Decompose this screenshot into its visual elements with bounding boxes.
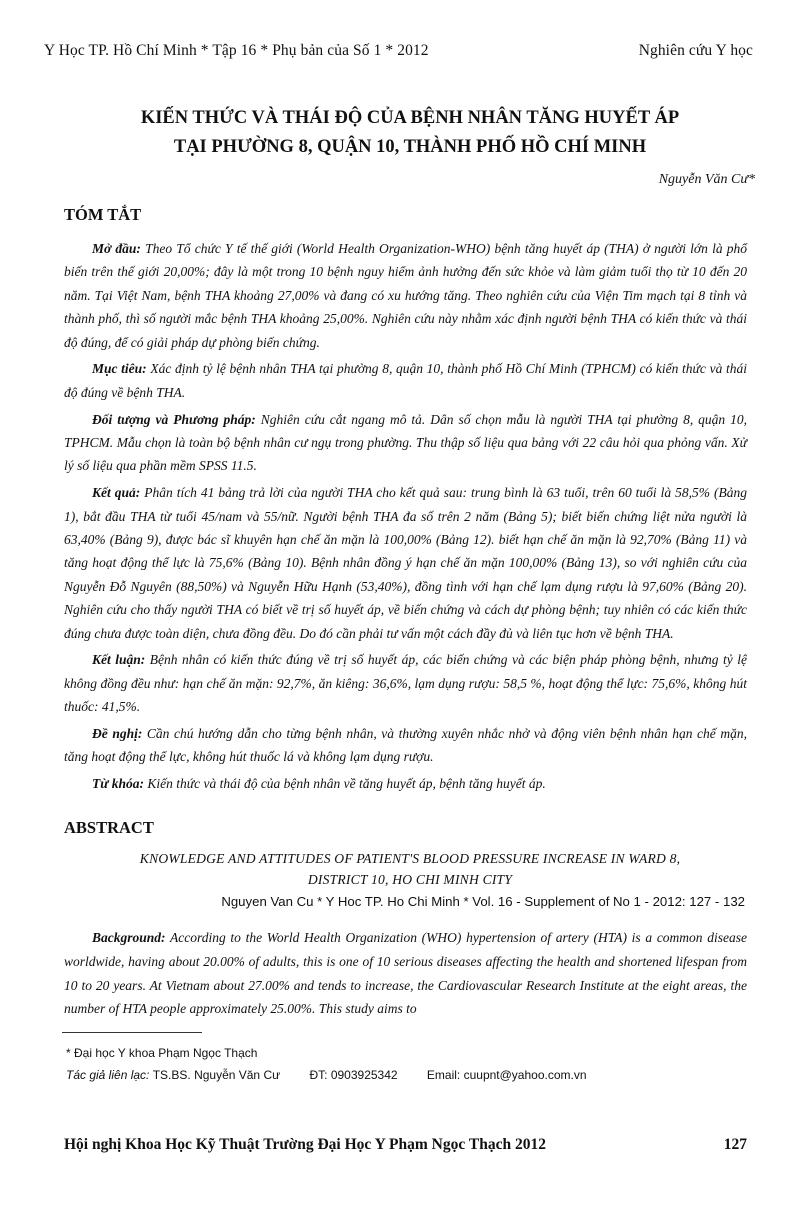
running-header-journal: Y Học TP. Hồ Chí Minh * Tập 16 * Phụ bản của Số 1 * 2012 [44, 42, 429, 59]
paragraph-label: Background: [92, 930, 166, 945]
paragraph-text: Kiến thức và thái độ của bệnh nhân về tăng huyết áp, bệnh tăng huyết áp. [143, 776, 546, 792]
abstract-body [64, 926, 747, 1021]
abstract-title-line-2: DISTRICT 10, HO CHI MINH CITY [307, 872, 513, 887]
summary-paragraph-recommendation [64, 722, 747, 769]
author-name: Nguyễn Văn Cư* [658, 172, 755, 187]
paragraph-text: Xác định tỷ lệ bệnh nhân THA tại phường 8, quận 10, thành phố Hồ Chí Minh (TPHCM) có kiến thức và thái độ đúng về bệnh THA. [64, 361, 747, 400]
summary-paragraph-background [64, 237, 747, 354]
paragraph-text: Bệnh nhân có kiến thức đúng về trị số huyết áp, các biến chứng và các biện pháp phòng bệnh, nhưng tỷ lệ không đồng đều như: hạn chế ăn mặn: 92,7%, ăn kiêng: 36,6%, lạm dụng rượu: 58,5 %, hoạt động thể lực: 75,6%, không hút thuốc: 41,5%. [64, 652, 747, 715]
contact-email: Email: cuupnt@yahoo.com.vn [426, 1068, 587, 1082]
abstract-title-line-1: KNOWLEDGE AND ATTITUDES OF PATIENT'S BLOOD PRESSURE INCREASE IN WARD 8, [139, 851, 681, 866]
article-title [60, 104, 760, 162]
contact-phone: ĐT: 0903925342 [309, 1068, 398, 1082]
summary-body [64, 237, 747, 799]
summary-heading: TÓM TẮT [64, 205, 142, 224]
summary-paragraph-conclusion [64, 648, 747, 718]
footer-conference: Hội nghị Khoa Học Kỹ Thuật Trường Đại Học Y Phạm Ngọc Thạch 2012 [64, 1136, 546, 1153]
abstract-title [80, 848, 740, 890]
paragraph-label: Mục tiêu: [92, 361, 147, 377]
paragraph-text: Cần chú hướng dẫn cho từng bệnh nhân, và thường xuyên nhắc nhở và động viên bệnh nhân hạn chế mặn, tăng hoạt động thể lực, không hút thuốc lá và không lạm dụng rượu. [64, 726, 747, 765]
running-header-section: Nghiên cứu Y học [638, 42, 753, 59]
paragraph-label: Kết quả: [92, 485, 141, 501]
contact-name: TS.BS. Nguyễn Văn Cư [152, 1068, 281, 1082]
paragraph-label: Kết luận: [92, 652, 146, 668]
paragraph-label: Đề nghị: [92, 726, 143, 742]
article-title-line-1: KIẾN THỨC VÀ THÁI ĐỘ CỦA BỆNH NHÂN TĂNG HUYẾT ÁP [140, 108, 680, 128]
summary-paragraph-methods [64, 408, 747, 478]
paragraph-label: Đối tượng và Phương pháp: [92, 411, 256, 427]
paragraph-label: Mở đầu: [92, 241, 141, 256]
article-title-line-2: TẠI PHƯỜNG 8, QUẬN 10, THÀNH PHỐ HỒ CHÍ MINH [173, 137, 647, 157]
paragraph-text: Phân tích 41 bảng trả lời của người THA cho kết quả sau: trung bình là 63 tuổi, trên 60 tuổi là 58,5% (Bảng 1), bắt đầu THA từ tuổi 45/nam và 55/nữ. Người bệnh THA đa số trên 2 năm (Bảng 5); biết biến chứng liệt nửa người là 63,40% (Bảng 9), được bác sĩ khuyên hạn chế ăn mặn là 100,00% (Bảng 12). biết hạn chế ăn mặn là 92,70% (Bảng 11) và tăng hoạt động thể lực là 75,6% (Bảng 10). Bệnh nhân đồng ý hạn chế ăn mặn 100,00% (Bảng 13), so với nghiên cứu của Nguyễn Đỗ Nguyên (88,50%) và Nguyễn Hữu Hạnh (53,40%), đồng tình với hạn chế lạm dụng rượu là 97,60% (Bảng 20). Nghiên cứu cho thấy người THA có biết về trị số huyết áp, về biến chứng và cách dự phòng bệnh; tuy nhiên có các kiến thức đúng chưa được toàn diện, chưa đồng đều. Do đó cần phải tư vấn một cách đầy đủ và liên tục hơn về bệnh THA. [64, 485, 747, 641]
footnote-affiliation: * Đại học Y khoa Phạm Ngọc Thạch [66, 1046, 258, 1060]
paragraph-text: Theo Tổ chức Y tế thế giới (World Health Organization-WHO) bệnh tăng huyết áp (THA) ở người lớn là phổ biến trên thế giới 20,00%; đây là một trong 10 bệnh nguy hiểm ảnh hưởng đến sức khỏe và làm giảm tuổi thọ từ 10 đến 20 năm. Tại Việt Nam, bệnh THA khoảng 27,00% và đang có xu hướng tăng. Theo nghiên cứu của Viện Tim mạch tại 8 tỉnh và thành phố, thì số người mắc bệnh THA khoảng 25,00%. Nghiên cứu này nhằm xác định người bệnh THA có kiến thức và thái độ đúng, để có giải pháp dự phòng biến chứng. [64, 241, 747, 350]
page-number: 127 [723, 1136, 747, 1153]
paragraph-text: Nghiên cứu cắt ngang mô tả. Dân số chọn mẫu là người THA tại phường 8, quận 10, TPHCM. Mẫu chọn là toàn bộ bệnh nhân cư ngụ trong phường. Thu thập số liệu qua bảng với 22 câu hỏi qua phỏng vấn. Xử lý số liệu qua phần mềm SPSS 11.5. [64, 411, 747, 474]
summary-paragraph-results [64, 481, 747, 645]
summary-paragraph-keywords [64, 772, 747, 795]
paragraph-label: Từ khóa: [92, 776, 144, 792]
footnote-divider [62, 1032, 202, 1033]
footnote-contact [66, 1068, 666, 1082]
summary-paragraph-objective [64, 357, 747, 404]
contact-label: Tác giả liên lạc: [66, 1068, 150, 1082]
paragraph-text: According to the World Health Organization (WHO) hypertension of artery (HTA) is a common disease worldwide, having about 20.00% of adults, this is one of 10 serious diseases affecting the health and shortened lifespan from 10 to 20 years. At Vietnam about 27.00% and tends to increase, the Cardiovascular Research Institute at the eight areas, the number of HTA people approximately 25.00%. This study aims to [64, 930, 747, 1017]
abstract-heading: ABSTRACT [64, 818, 154, 837]
citation-line: Nguyen Van Cu * Y Hoc TP. Ho Chi Minh * Vol. 16 - Supplement of No 1 - 2012: 127 - 132 [221, 894, 745, 909]
